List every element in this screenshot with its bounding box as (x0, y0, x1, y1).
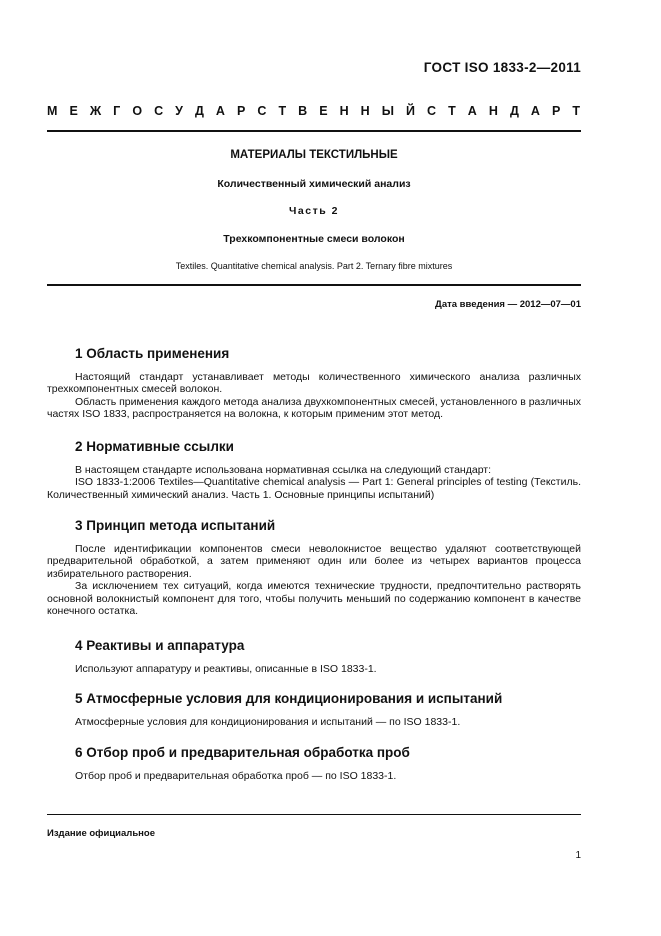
edition-label: Издание официальное (47, 828, 155, 839)
section-4 (47, 638, 581, 675)
section-heading: 1 Область применения (75, 346, 230, 361)
section-1 (47, 346, 581, 421)
paragraph: После идентификации компонентов смеси неволокнистое вещество удаляют соответствующей предварительной обработкой, а затем применяют один или более из четырех вариантов процесса избирательного растворения. (47, 543, 581, 580)
section-3 (47, 518, 581, 617)
paragraph: Используют аппаратуру и реактивы, описанные в ISO 1833-1. (75, 663, 377, 675)
section-6 (47, 745, 581, 782)
header-divider (47, 130, 581, 132)
paragraph: ISO 1833-1:2006 Textiles—Quantitative chemical analysis — Part 1: General principles of testing (Текстиль. Количественный химический анализ. Часть 1. Основные принципы испытаний) (47, 476, 581, 501)
paragraph: Атмосферные условия для кондиционирования и испытаний — по ISO 1833-1. (75, 716, 461, 728)
section-heading: 3 Принцип метода испытаний (75, 518, 276, 533)
section-2 (47, 439, 581, 501)
title-part: Часть 2 (289, 205, 339, 217)
title-main: МАТЕРИАЛЫ ТЕКСТИЛЬНЫЕ (230, 149, 398, 161)
title-subtitle: Количественный химический анализ (217, 178, 411, 190)
document-code: ГОСТ ISO 1833-2—2011 (423, 60, 581, 75)
page-number: 1 (575, 850, 581, 861)
paragraph: За исключением тех ситуаций, когда имеются технические трудности, предпочтительно растворять основной волокнистый компонент для того, чтобы получить меньший по содержанию компонент в качестве конечного остатка. (47, 580, 581, 618)
section-heading: 2 Нормативные ссылки (75, 439, 234, 454)
title-part-name: Трехкомпонентные смеси волокон (223, 233, 405, 245)
section-heading: 4 Реактивы и аппаратура (75, 638, 245, 653)
footer-divider (47, 814, 581, 815)
section-heading: 6 Отбор проб и предварительная обработка проб (75, 745, 410, 760)
paragraph: Отбор проб и предварительная обработка проб — по ISO 1833-1. (75, 770, 397, 782)
paragraph: Настоящий стандарт устанавливает методы количественного химического анализа различных трехкомпонентных смесей волокон. (47, 371, 581, 396)
section-5 (47, 691, 581, 728)
section-heading: 5 Атмосферные условия для кондиционирования и испытаний (75, 691, 503, 706)
title-divider (47, 284, 581, 286)
standard-type-heading: М Е Ж Г О С У Д А Р С Т В Е Н Н Ы Й С Т А Н Д А Р Т (47, 104, 581, 118)
paragraph: В настоящем стандарте использована нормативная ссылка на следующий стандарт: (75, 464, 492, 476)
paragraph: Область применения каждого метода анализа двухкомпонентных смесей, установленного в различных частях ISO 1833, распространяется на волокна, к которым применим этот метод. (47, 395, 582, 421)
introduction-date: Дата введения — 2012—07—01 (435, 299, 581, 310)
title-english: Textiles. Quantitative chemical analysis. Part 2. Ternary fibre mixtures (175, 261, 453, 271)
